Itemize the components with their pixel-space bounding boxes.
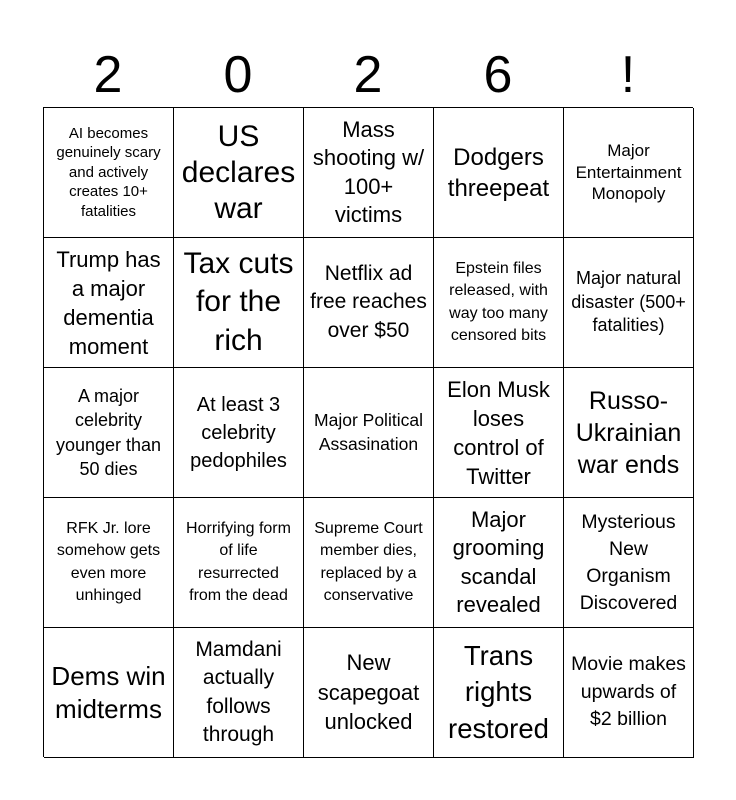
bingo-cell[interactable] bbox=[44, 238, 174, 368]
cell-text: New scapegoat unlocked bbox=[317, 650, 420, 735]
cell-text: Dems win midterms bbox=[51, 661, 166, 724]
cell-text: Mysterious New Organism Discovered bbox=[579, 510, 678, 614]
bingo-header bbox=[43, 42, 693, 108]
cell-text: Major Political Assasination bbox=[314, 410, 423, 454]
cell-text: US declares war bbox=[181, 119, 296, 225]
cell-text: Netflix ad free reaches over $50 bbox=[310, 261, 427, 342]
cell-text: Tax cuts for the rich bbox=[183, 246, 294, 357]
header-char-3: 2 bbox=[353, 46, 383, 104]
bingo-cell[interactable] bbox=[44, 628, 174, 758]
cell-text: Supreme Court member dies, replaced by a conservative bbox=[314, 519, 423, 604]
cell-text: Trump has a major dementia moment bbox=[56, 246, 161, 359]
cell-text: Trans rights restored bbox=[448, 639, 549, 744]
bingo-cell[interactable] bbox=[564, 238, 694, 368]
cell-text: A major celebrity younger than 50 dies bbox=[55, 385, 162, 479]
bingo-cell[interactable] bbox=[434, 108, 564, 238]
bingo-cell[interactable] bbox=[174, 238, 304, 368]
cell-text: At least 3 celebrity pedophiles bbox=[190, 393, 287, 472]
bingo-cell[interactable] bbox=[434, 238, 564, 368]
bingo-cell[interactable] bbox=[564, 368, 694, 498]
header-char-4: 6 bbox=[483, 46, 513, 104]
cell-text: Movie makes upwards of $2 billion bbox=[571, 653, 686, 731]
header-char-2: 0 bbox=[223, 46, 253, 104]
cell-text: Mass shooting w/ 100+ victims bbox=[312, 116, 425, 227]
header-char-1: 2 bbox=[93, 46, 123, 104]
bingo-cell[interactable] bbox=[44, 368, 174, 498]
bingo-cell[interactable] bbox=[434, 628, 564, 758]
cell-text: Epstein files released, with way too many censored bits bbox=[449, 259, 548, 344]
bingo-cell[interactable] bbox=[564, 108, 694, 238]
bingo-cell[interactable] bbox=[174, 108, 304, 238]
header-char-5: ! bbox=[620, 46, 636, 104]
bingo-cell[interactable] bbox=[304, 108, 434, 238]
bingo-cell[interactable] bbox=[304, 628, 434, 758]
cell-text: Major natural disaster (500+ fatalities) bbox=[571, 268, 686, 336]
cell-text: RFK Jr. lore somehow gets even more unhinged bbox=[56, 519, 161, 604]
bingo-cell[interactable] bbox=[44, 498, 174, 628]
cell-text: Horrifying form of life resurrected from the dead bbox=[186, 519, 291, 604]
cell-text: Major Entertainment Monopoly bbox=[575, 141, 682, 204]
bingo-cell[interactable] bbox=[174, 628, 304, 758]
bingo-cell[interactable] bbox=[174, 498, 304, 628]
bingo-cell[interactable] bbox=[434, 368, 564, 498]
bingo-cell[interactable] bbox=[304, 238, 434, 368]
cell-text: Elon Musk loses control of Twitter bbox=[447, 376, 550, 489]
bingo-cell[interactable] bbox=[434, 498, 564, 628]
bingo-cell[interactable] bbox=[564, 628, 694, 758]
bingo-cell[interactable] bbox=[304, 498, 434, 628]
cell-text: Russo-Ukrainian war ends bbox=[575, 386, 682, 479]
cell-text: Dodgers threepeat bbox=[447, 143, 550, 202]
cell-text: Mamdani actually follows through bbox=[195, 637, 282, 746]
bingo-cell[interactable] bbox=[44, 108, 174, 238]
cell-text: AI becomes genuinely scary and actively creates 10+ fatalities bbox=[56, 124, 161, 220]
bingo-cell[interactable] bbox=[174, 368, 304, 498]
bingo-cell[interactable] bbox=[304, 368, 434, 498]
bingo-cell[interactable] bbox=[564, 498, 694, 628]
bingo-board bbox=[43, 107, 693, 757]
cell-text: Major grooming scandal revealed bbox=[452, 506, 545, 617]
